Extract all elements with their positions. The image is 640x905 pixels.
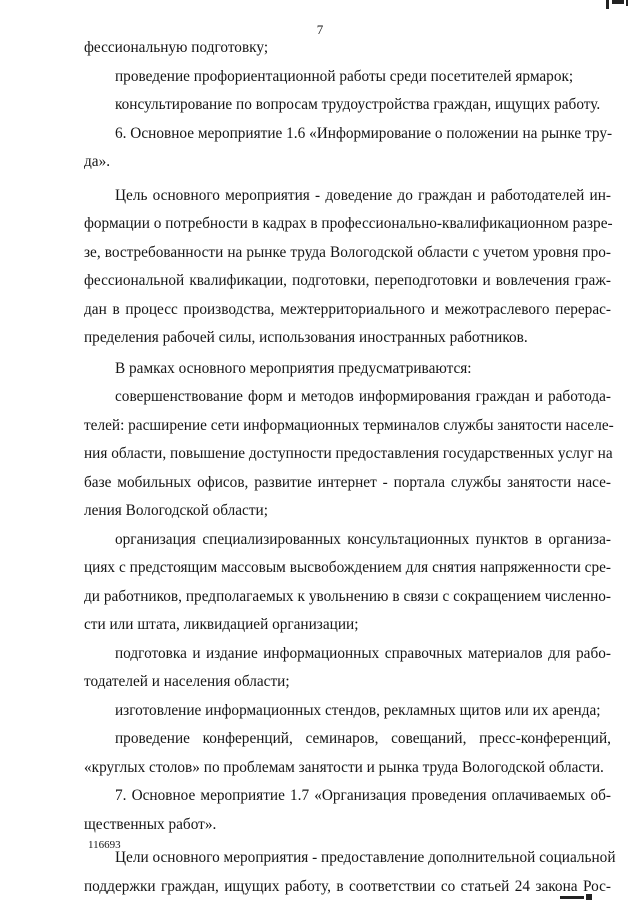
text-line: изготовление информационных стендов, рекламных щитов или их аренда; [115, 701, 601, 719]
text-line: Цели основного мероприятия - предоставление дополнительной социальной [115, 849, 616, 866]
page-number: 7 [316, 22, 324, 37]
text-line: организация специализированных консультационных пунктов в организа- [115, 530, 611, 548]
text-line: «круглых столов» по проблемам занятости и рынка труда Вологодской области. [84, 758, 604, 776]
text-line: щественных работ». [84, 815, 217, 833]
text-line: фессиональной квалификации, подготовки, переподготовки и вовлечения граж- [84, 272, 611, 289]
scan-mark-top [604, 0, 632, 10]
text-line: телей: расширение сети информационных терминалов службы занятости населе- [84, 416, 614, 434]
text-line: ления Вологодской области; [84, 502, 268, 519]
text-line: формации о потребности в кадрах в профессионально-квалификационном разре- [84, 215, 613, 232]
text-line: 7. Основное мероприятие 1.7 «Организация проведения оплачиваемых об- [115, 787, 611, 804]
text-line: В рамках основного мероприятия предусматриваются: [115, 359, 472, 377]
text-line: тодателей и населения области; [84, 673, 290, 690]
text-line: ди работников, предполагаемых к увольнению в связи с сокращением численно- [84, 587, 611, 605]
text-line: да». [84, 153, 111, 170]
text-line: поддержки граждан, ищущих работу, в соответствии со статьей 24 закона Рос- [84, 877, 611, 895]
text-line: пределения рабочей силы, использования иностранных работников. [84, 329, 528, 346]
text-line: зе, востребованности на рынке труда Вологодской области с учетом уровня про- [84, 243, 611, 261]
document-body [84, 34, 616, 901]
text-line: подготовка и издание информационных справочных материалов для рабо- [115, 644, 611, 662]
text-line: Цель основного мероприятия - доведение до граждан и работодателей ин- [115, 186, 611, 204]
text-line: консультирование по вопросам трудоустройства граждан, ищущих работу. [115, 96, 601, 113]
text-line: проведение конференций, семинаров, совещаний, пресс-конференций, [115, 730, 611, 747]
text-line: фессиональную подготовку; [84, 39, 269, 56]
text-line: базе мобильных офисов, развитие интернет - портала службы занятости насе- [84, 473, 611, 491]
text-line: 6. Основное мероприятие 1.6 «Информирование о положении на рынке тру- [115, 124, 613, 142]
text-line: сти или штата, ликвидацией организации; [84, 616, 359, 633]
document-code: 116693 [88, 839, 121, 851]
text-line: совершенствование форм и методов информирования граждан и работода- [115, 388, 611, 405]
text-line: дан в процесс производства, межтерриториального и межотраслевого перерас- [84, 300, 611, 318]
scan-mark-bottom [560, 894, 594, 902]
text-line: циях с предстоящим массовым высвобождением для снятия напряженности сре- [84, 559, 611, 576]
text-line: ния области, повышение доступности предоставления государственных услуг на [84, 445, 613, 462]
text-line: проведение профориентационной работы среди посетителей ярмарок; [115, 67, 574, 85]
